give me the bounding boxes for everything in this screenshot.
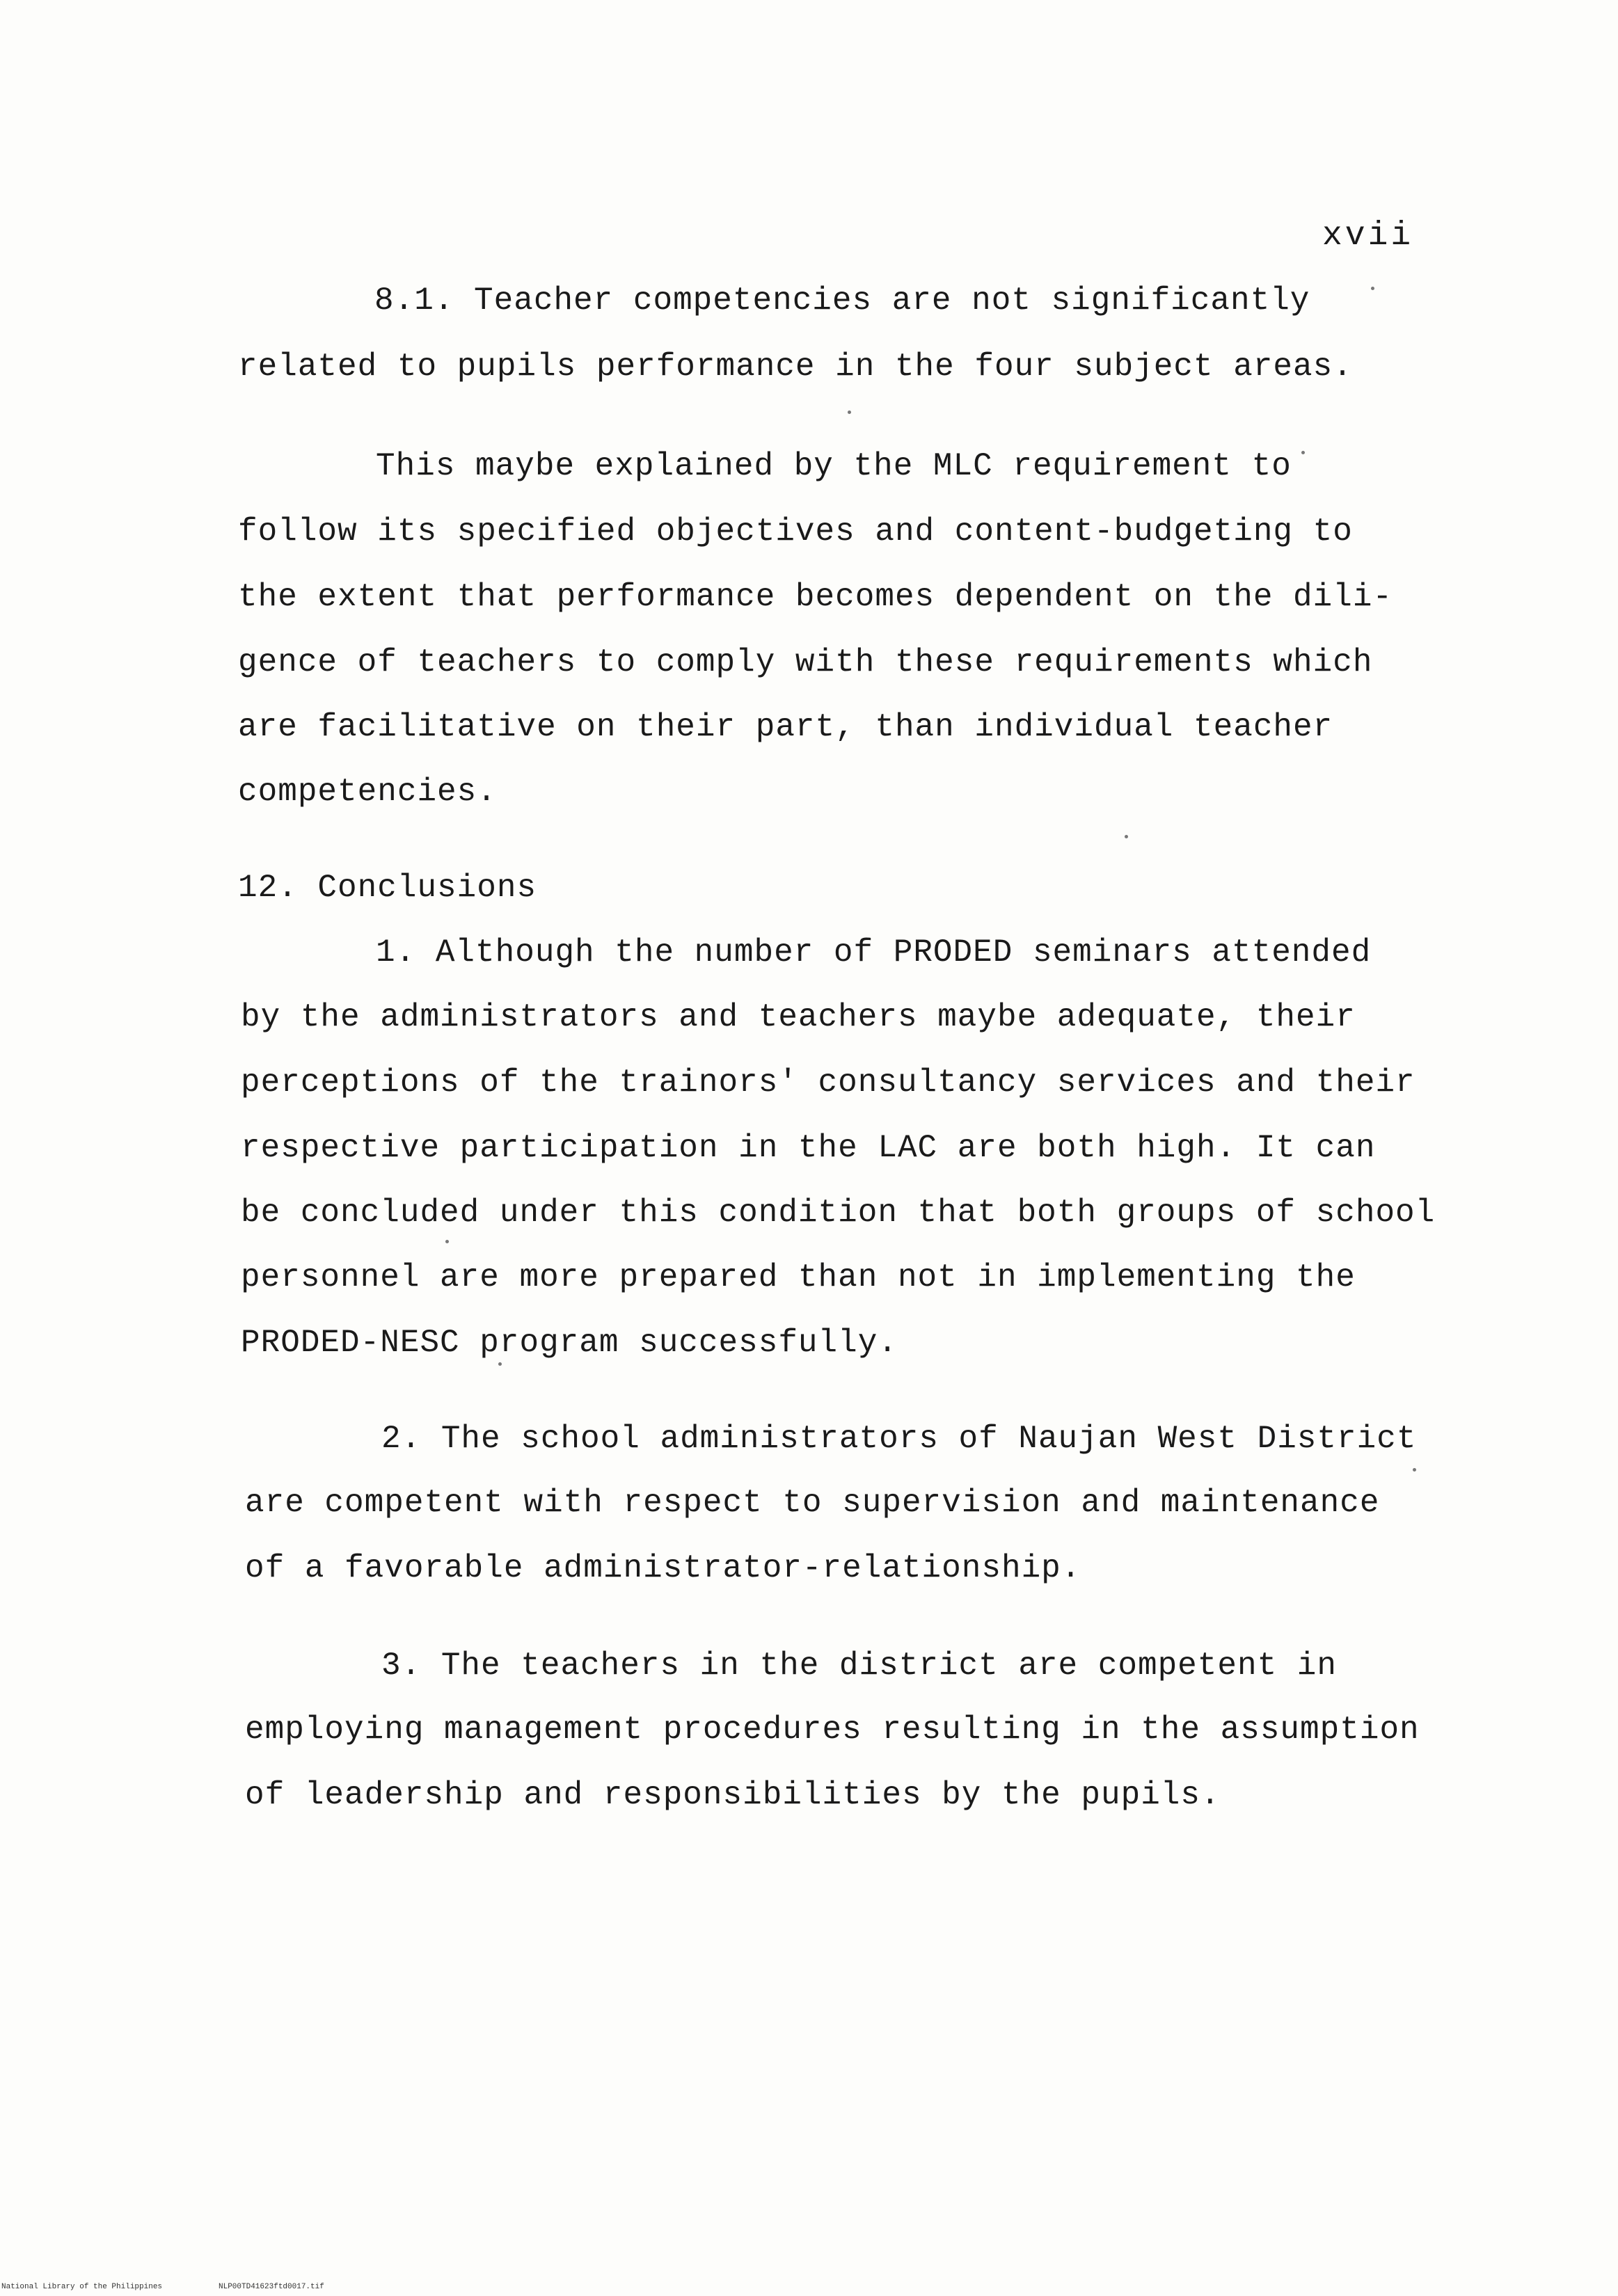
footer-library-name: National Library of the Philippines <box>1 2283 163 2291</box>
conclusion-1-line-5: be concluded under this condition that both groups of school <box>241 1195 1436 1231</box>
scan-speck <box>445 1240 449 1243</box>
conclusion-1-line-4: respective participation in the LAC are both high. It can <box>241 1130 1376 1166</box>
scan-speck <box>1301 451 1305 454</box>
conclusion-1-line-6: personnel are more prepared than not in implementing the <box>241 1259 1356 1296</box>
conclusion-1-line-2: by the administrators and teachers maybe adequate, their <box>241 999 1356 1035</box>
scan-speck <box>498 1362 502 1366</box>
explanation-line-4: gence of teachers to comply with these requirements which <box>238 644 1373 680</box>
explanation-line-2: follow its specified objectives and content-budgeting to <box>238 513 1353 550</box>
scan-speck <box>1125 835 1128 838</box>
conclusion-3-line-3: of leadership and responsibilities by the pupils. <box>245 1777 1221 1813</box>
scan-speck <box>848 410 851 414</box>
explanation-line-3: the extent that performance becomes dependent on the dili- <box>238 579 1393 615</box>
explanation-line-1: This maybe explained by the MLC requirement to <box>376 448 1292 484</box>
conclusion-1-line-7: PRODED-NESC program successfully. <box>241 1325 898 1361</box>
conclusions-heading: 12. Conclusions <box>238 870 537 906</box>
conclusion-3-line-1: 3. The teachers in the district are competent in <box>381 1648 1338 1684</box>
page-number: xvii <box>1322 217 1414 255</box>
finding-8-1-line-1: 8.1. Teacher competencies are not significantly <box>374 282 1310 319</box>
conclusion-1-line-1: 1. Although the number of PRODED seminars attended <box>376 934 1372 971</box>
conclusion-3-line-2: employing management procedures resulting in the assumption <box>245 1712 1420 1748</box>
conclusion-2-line-2: are competent with respect to supervision and maintenance <box>245 1485 1380 1521</box>
explanation-line-5: are facilitative on their part, than individual teacher <box>238 709 1333 745</box>
finding-8-1-line-2: related to pupils performance in the four subject areas. <box>238 349 1353 385</box>
conclusion-2-line-1: 2. The school administrators of Naujan West District <box>381 1421 1417 1457</box>
explanation-line-6: competencies. <box>238 774 497 810</box>
scan-speck <box>1371 287 1374 290</box>
footer-file-name: NLP00TD41623ftd0017.tif <box>219 2283 324 2291</box>
conclusion-2-line-3: of a favorable administrator-relationship. <box>245 1550 1081 1586</box>
conclusion-1-line-3: perceptions of the trainors' consultancy services and their <box>241 1065 1415 1101</box>
scan-speck <box>1413 1468 1416 1472</box>
